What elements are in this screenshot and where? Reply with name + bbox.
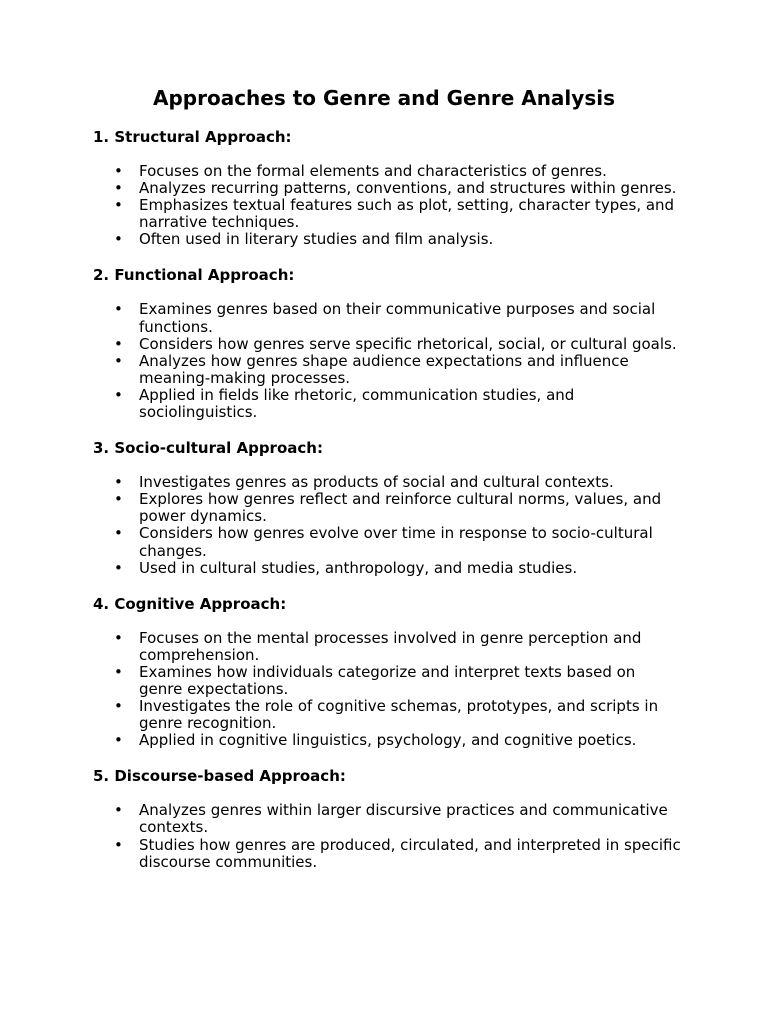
list-item	[93, 474, 683, 491]
list-item	[93, 560, 683, 577]
list-item-text: Analyzes genres within larger discursive practices and communicative contexts.	[139, 801, 668, 837]
list-item-text: Focuses on the mental processes involved in genre perception and comprehension.	[139, 628, 642, 664]
bullet-marker: •	[114, 662, 123, 681]
bullet-list	[93, 802, 683, 870]
list-item	[93, 301, 683, 335]
list-item-text: Considers how genres serve specific rhetorical, social, or cultural goals.	[139, 334, 677, 353]
document-body	[93, 127, 683, 888]
bullet-marker: •	[114, 558, 123, 577]
list-item	[93, 180, 683, 197]
bullet-marker: •	[114, 196, 123, 215]
list-item-text: Investigates genres as products of social and cultural contexts.	[139, 473, 614, 492]
list-item	[93, 353, 683, 387]
list-item-text: Used in cultural studies, anthropology, and media studies.	[139, 558, 578, 577]
section-functional-approach	[93, 265, 683, 421]
list-item-text: Focuses on the formal elements and characteristics of genres.	[139, 162, 607, 180]
bullet-marker: •	[114, 230, 123, 249]
list-item-text: Examines genres based on their communicative purposes and social functions.	[139, 300, 656, 336]
list-item	[93, 698, 683, 732]
list-item	[93, 630, 683, 664]
list-item-text: Examines how individuals categorize and interpret texts based on genre expectations.	[139, 662, 636, 698]
section-socio-cultural-approach	[93, 438, 683, 577]
list-item-text: Investigates the role of cognitive schemas, prototypes, and scripts in genre recognition.	[139, 697, 659, 733]
bullet-marker: •	[114, 300, 123, 319]
list-item	[93, 732, 683, 749]
list-item-text: Analyzes recurring patterns, conventions, and structures within genres.	[139, 179, 677, 198]
list-item	[93, 336, 683, 353]
bullet-marker: •	[114, 162, 123, 180]
bullet-marker: •	[114, 628, 123, 647]
list-item	[93, 197, 683, 231]
section-heading: 1. Structural Approach:	[93, 128, 292, 146]
list-item	[93, 231, 683, 248]
list-item	[93, 664, 683, 698]
list-item-text: Analyzes how genres shape audience expectations and influence meaning-making processes.	[139, 351, 629, 387]
section-discourse-based-approach	[93, 766, 683, 870]
list-item	[93, 387, 683, 421]
list-item-text: Applied in fields like rhetoric, communication studies, and sociolinguistics.	[139, 385, 575, 422]
list-item-text: Applied in cognitive linguistics, psychology, and cognitive poetics.	[139, 731, 637, 750]
document-title: Approaches to Genre and Genre Analysis	[152, 86, 615, 110]
section-structural-approach	[93, 127, 683, 248]
bullet-marker: •	[114, 801, 123, 820]
bullet-marker: •	[114, 385, 123, 404]
section-heading: 3. Socio-cultural Approach:	[93, 439, 323, 458]
bullet-marker: •	[114, 835, 123, 854]
list-item	[93, 491, 683, 525]
section-cognitive-approach	[93, 594, 683, 750]
bullet-marker: •	[114, 731, 123, 750]
list-item	[93, 163, 683, 180]
section-heading: 5. Discourse-based Approach:	[93, 767, 346, 786]
bullet-marker: •	[114, 697, 123, 716]
bullet-list	[93, 630, 683, 750]
bullet-marker: •	[114, 334, 123, 353]
bullet-marker: •	[114, 524, 123, 543]
bullet-list	[93, 301, 683, 421]
bullet-list	[93, 163, 683, 248]
bullet-list	[93, 474, 683, 577]
bullet-marker: •	[114, 490, 123, 509]
list-item-text: Studies how genres are produced, circulated, and interpreted in specific discourse communities.	[139, 835, 681, 871]
list-item-text: Often used in literary studies and film analysis.	[139, 230, 494, 249]
bullet-marker: •	[114, 473, 123, 492]
list-item-text: Considers how genres evolve over time in response to socio-cultural changes.	[139, 524, 653, 560]
list-item	[93, 525, 683, 559]
list-item	[93, 837, 683, 871]
section-heading: 4. Cognitive Approach:	[93, 594, 287, 613]
bullet-marker: •	[114, 351, 123, 370]
bullet-marker: •	[114, 179, 123, 198]
section-heading: 2. Functional Approach:	[93, 266, 295, 285]
list-item-text: Explores how genres reflect and reinforce cultural norms, values, and power dynamics.	[139, 490, 662, 526]
list-item	[93, 802, 683, 836]
list-item-text: Emphasizes textual features such as plot, setting, character types, and narrative techniques.	[139, 196, 675, 232]
